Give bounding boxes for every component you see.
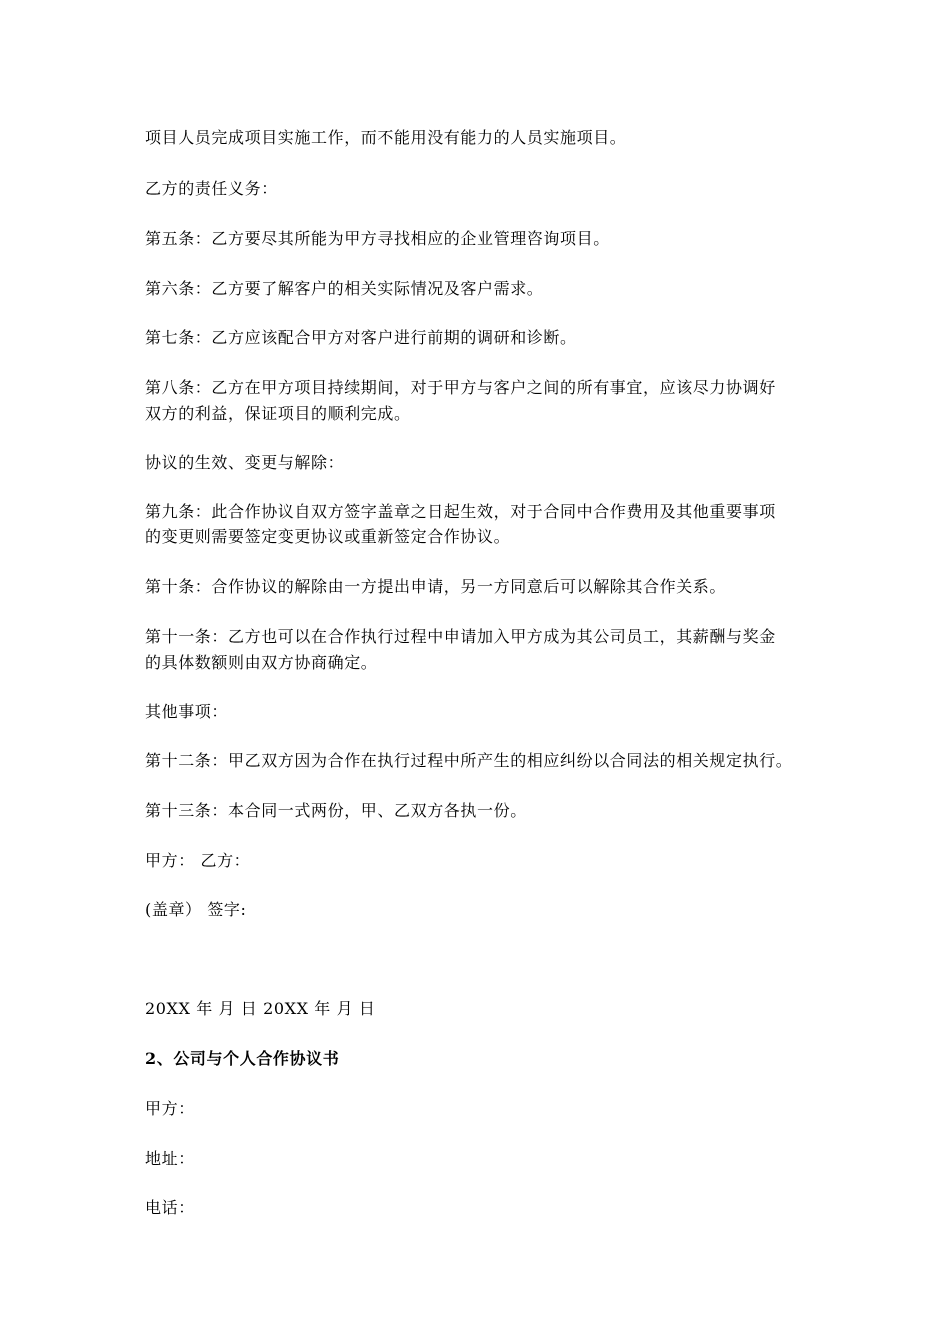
clause-9-line-1: 第九条：此合作协议自双方签字盖章之日起生效，对于合同中合作费用及其他重要事项 [145,502,776,521]
signature-seal: (盖章） 签字: [145,900,247,919]
clause-5: 第五条：乙方要尽其所能为甲方寻找相应的企业管理咨询项目。 [145,229,610,248]
clause-13: 第十三条：本合同一式两份，甲、乙双方各执一份。 [145,801,527,820]
clause-11-line-2: 的具体数额则由双方协商确定。 [145,653,378,672]
agreement-title: 2、公司与个人合作协议书 [145,1049,340,1068]
signature-dates: 20XX 年 月 日 20XX 年 月 日 [145,999,376,1018]
clause-10: 第十条：合作协议的解除由一方提出申请，另一方同意后可以解除其合作关系。 [145,577,727,596]
section-heading-other-matters: 其他事项： [145,702,229,721]
clause-9-line-2: 的变更则需要签定变更协议或重新签定合作协议。 [145,527,511,546]
phone-label: 电话： [145,1198,195,1217]
paragraph-line: 项目人员完成项目实施工作，而不能用没有能力的人员实施项目。 [145,128,627,147]
signature-parties: 甲方： 乙方： [145,851,251,870]
party-a-label: 甲方： [145,1099,195,1118]
clause-6: 第六条：乙方要了解客户的相关实际情况及客户需求。 [145,279,544,298]
clause-11-line-1: 第十一条：乙方也可以在合作执行过程中申请加入甲方成为其公司员工，其薪酬与奖金 [145,627,776,646]
clause-8-line-2: 双方的利益，保证项目的顺利完成。 [145,404,411,423]
section-heading-party-b-duties: 乙方的责任义务： [145,179,278,198]
address-label: 地址： [145,1149,195,1168]
section-heading-effect-change-termination: 协议的生效、变更与解除： [145,453,345,472]
clause-12: 第十二条：甲乙双方因为合作在执行过程中所产生的相应纠纷以合同法的相关规定执行。 [145,751,793,770]
clause-8-line-1: 第八条：乙方在甲方项目持续期间，对于甲方与客户之间的所有事宜，应该尽力协调好 [145,378,776,397]
clause-7: 第七条：乙方应该配合甲方对客户进行前期的调研和诊断。 [145,328,577,347]
